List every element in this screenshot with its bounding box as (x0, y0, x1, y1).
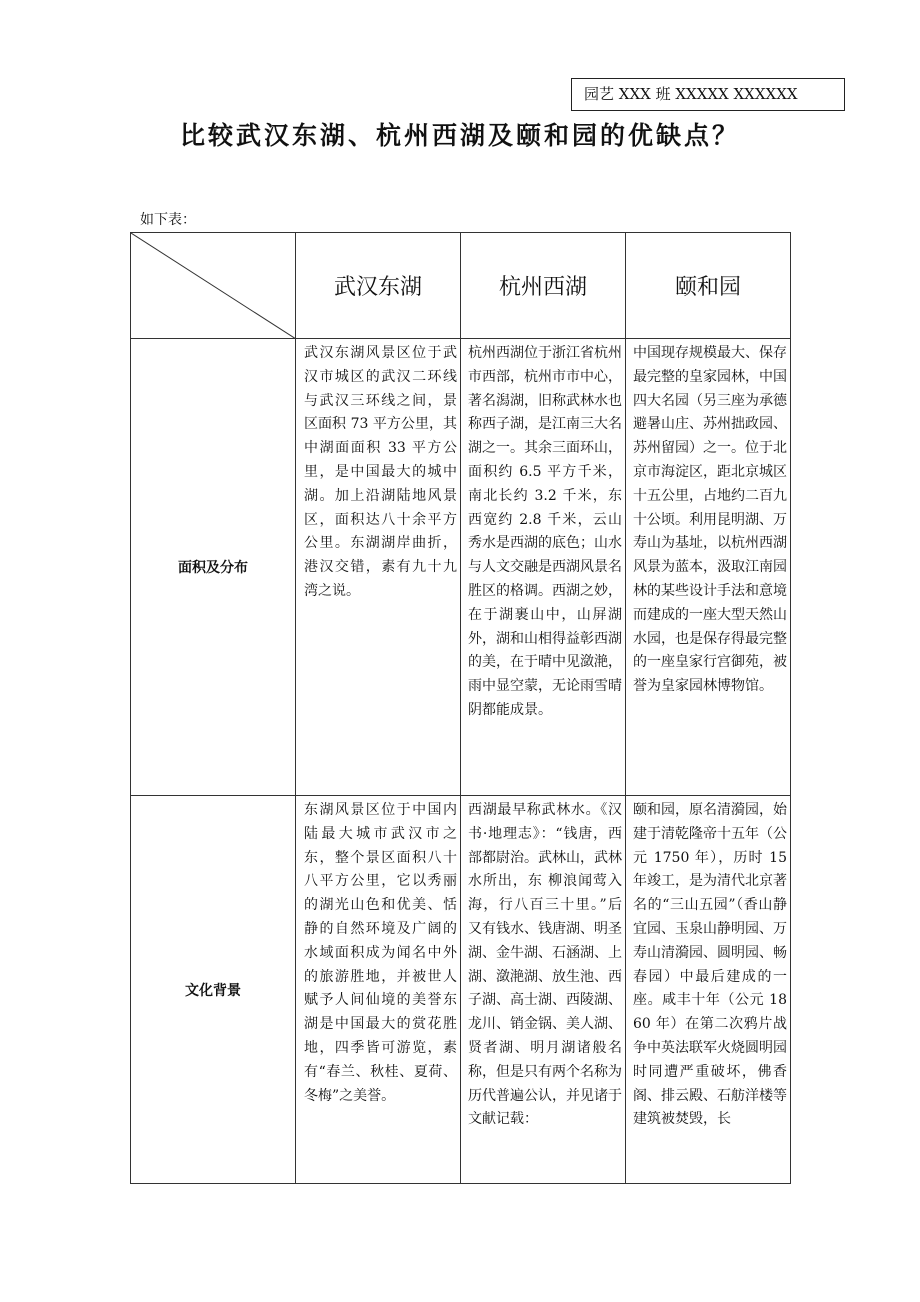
table-row-area (131, 339, 791, 796)
cell-area-wuhan: 武汉东湖风景区位于武汉市城区的武汉二环线与武汉三环线之间，景区面积 73 平方公里，其中湖面面积 33 平方公里，是中国最大的城中湖。加上沿湖陆地风景区，面积达八十余平方公里。东湖湖岸曲折，港汉交错，素有九十九湾之说。 (296, 339, 461, 796)
cell-culture-wuhan: 东湖风景区位于中国内陆最大城市武汉市之东，整个景区面积八十八平方公里，它以秀丽的湖光山色和优美、恬静的自然环境及广阔的水域面积成为闻名中外的旅游胜地，并被世人赋予人间仙境的美誉东湖是中国最大的赏花胜地，四季皆可游览，素有“春兰、秋桂、夏荷、冬梅”之美誉。 (296, 796, 461, 1184)
column-header-hangzhou: 杭州西湖 (461, 233, 626, 339)
cell-area-hangzhou: 杭州西湖位于浙江省杭州市西部，杭州市市中心，著名潟湖，旧称武林水也称西子湖，是江南三大名湖之一。其余三面环山，面积约 6.5 平方千米，南北长约 3.2 千米，东西宽约 2.8 千米，云山秀水是西湖的底色；山水与人文交融是西湖风景名胜区的格调。西湖之妙，在于湖裹山中，山屏湖外，湖和山相得益彰西湖的美，在于晴中见潋滟，雨中显空蒙，无论雨雪晴阴都能成景。 (461, 339, 626, 796)
diagonal-corner-cell (131, 233, 296, 339)
cell-culture-summer-palace: 颐和园，原名清漪园，始建于清乾隆帝十五年（公元 1750 年），历时 15 年竣工，是为清代北京著名的“三山五园”（香山静宜园、玉泉山静明园、万寿山清漪园、圆明园、畅春园）中最后建成的一座。咸丰十年（公元 1860 年）在第二次鸦片战争中英法联军火烧圆明园时同遭严重破坏，佛香阁、排云殿、石舫洋楼等建筑被焚毁，长 (626, 796, 791, 1184)
cell-area-summer-palace: 中国现存规模最大、保存最完整的皇家园林，中国四大名园（另三座为承德避暑山庄、苏州拙政园、苏州留园）之一。位于北京市海淀区，距北京城区十五公里，占地约二百九十公顷。利用昆明湖、万寿山为基址，以杭州西湖风景为蓝本，汲取江南园林的某些设计手法和意境而建成的一座大型天然山水园，也是保存得最完整的一座皇家行宫御苑，被誉为皇家园林博物馆。 (626, 339, 791, 796)
column-header-summer-palace: 颐和园 (626, 233, 791, 339)
page-title: 比较武汉东湖、杭州西湖及颐和园的优缺点？ (179, 121, 740, 150)
table-row-culture (131, 796, 791, 1184)
class-info-text: 园艺 XXX 班 XXXXX XXXXXX (584, 85, 798, 103)
intro-text: 如下表： (140, 212, 196, 228)
column-header-wuhan: 武汉东湖 (296, 233, 461, 339)
table-header-row (131, 233, 791, 339)
row-header-culture: 文化背景 (131, 796, 296, 1184)
class-info-box (571, 78, 845, 111)
comparison-table (130, 232, 791, 1184)
diagonal-line (131, 233, 296, 339)
row-header-area: 面积及分布 (131, 339, 296, 796)
cell-culture-hangzhou: 西湖最早称武林水。《汉书·地理志》：“钱唐，西部都尉治。武林山，武林水所出，东 柳浪闻莺入海，行八百三十里。”后又有钱水、钱唐湖、明圣湖、金牛湖、石涵湖、上湖、潋滟湖、放生池、西子湖、高士湖、西陵湖、龙川、销金锅、美人湖、贤者湖、明月湖诸般名称，但是只有两个名称为历代普遍公认，并见诸于文献记载： (461, 796, 626, 1184)
